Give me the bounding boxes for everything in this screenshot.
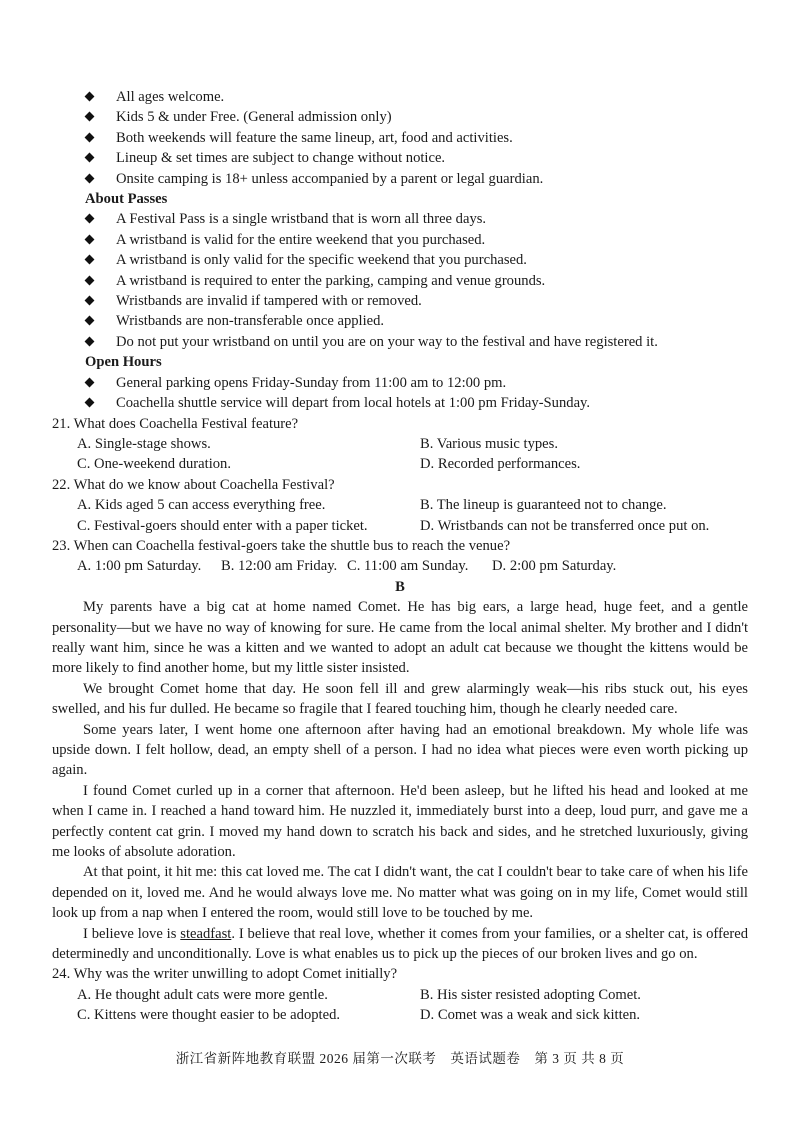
question-24 [52, 964, 748, 1025]
option-a: A. Kids aged 5 can access everything free. [77, 497, 326, 514]
diamond-bullet-icon [85, 112, 95, 122]
diamond-bullet-icon [85, 255, 95, 265]
underlined-word: steadfast [180, 925, 232, 942]
part-b-heading: B [395, 578, 405, 595]
passage-b [52, 597, 748, 964]
diamond-bullet-icon [85, 377, 95, 387]
page-content [52, 87, 748, 1026]
option-d: D. Recorded performances. [420, 456, 581, 473]
option-b: B. Various music types. [420, 435, 558, 452]
diamond-bullet-icon [85, 92, 95, 102]
passage-paragraph: I believe love is steadfast. I believe that real love, whether it comes from your families, or a shelter cat, is offered determinedly and unconditionally. Love is what enables us to pick up the pieces of our broken lives and go on. [52, 925, 749, 963]
passage-paragraph: We brought Comet home that day. He soon fell ill and grew alarmingly weak—his ribs stuck out, his eyes swelled, and his fur dulled. He became so fragile that I feared touching him, though he clearly needed care. [52, 680, 748, 718]
question-stem: 23. When can Coachella festival-goers take the shuttle bus to reach the venue? [52, 537, 511, 554]
diamond-bullet-icon [85, 234, 95, 244]
passage-paragraph: My parents have a big cat at home named Comet. He has big ears, a large head, huge feet, and a gentle personality—but we have no way of knowing for sure. He came from the local animal shelter. My brother and I didn't really want him, since he was a kitten and we wanted to adopt an adult cat because we thought the kittens would be more likely to find another home, but my little sister insisted. [52, 599, 748, 677]
list-item: Do not put your wristband on until you are on your way to the festival and have registered it. [85, 332, 748, 352]
list-item: A Festival Pass is a single wristband that is worn all three days. [85, 209, 748, 229]
option-c: C. One-weekend duration. [77, 456, 231, 473]
option-a: A. He thought adult cats were more gentle. [77, 986, 328, 1003]
option-b: B. His sister resisted adopting Comet. [420, 986, 641, 1003]
list-item: Lineup & set times are subject to change without notice. [85, 148, 748, 168]
option-c: C. Festival-goers should enter with a paper ticket. [77, 517, 368, 534]
diamond-bullet-icon [85, 214, 95, 224]
option-b: B. 12:00 am Friday. [221, 558, 338, 575]
passage-paragraph: At that point, it hit me: this cat loved me. The cat I didn't want, the cat I couldn't bear to take care of when his life depended on it, loved me. And he would always love me. No matter what was going on in my life, Comet would still look up from a nap when I entered the room, would still love to be touched by me. [52, 864, 748, 922]
diamond-bullet-icon [85, 316, 95, 326]
option-d: D. Comet was a weak and sick kitten. [420, 1007, 641, 1024]
answer-options [52, 495, 748, 536]
option-c: C. Kittens were thought easier to be adopted. [77, 1007, 341, 1024]
list-item: A wristband is valid for the entire weekend that you purchased. [85, 230, 748, 250]
option-b: B. The lineup is guaranteed not to change. [420, 497, 667, 514]
diamond-bullet-icon [85, 132, 95, 142]
diamond-bullet-icon [85, 398, 95, 408]
list-item: Wristbands are invalid if tampered with or removed. [85, 291, 748, 311]
passage-paragraph: I found Comet curled up in a corner that afternoon. He'd been asleep, but he lifted his head and looked at me when I came in. I reached a hand toward him. He nuzzled it, immediately burst into a deep, loud purr, and gave me a perfectly content cat grin. I moved my hand down to scratch his back and sides, and he stretched luxuriously, giving me looks of absolute adoration. [52, 782, 748, 861]
answer-options [52, 556, 748, 576]
question-21 [52, 414, 748, 475]
list-item: All ages welcome. [85, 87, 748, 107]
option-a: A. Single-stage shows. [77, 435, 211, 452]
question-22 [52, 475, 748, 536]
diamond-bullet-icon [85, 173, 95, 183]
question-stem: 24. Why was the writer unwilling to adopt Comet initially? [52, 966, 398, 983]
page-footer: 浙江省新阵地教育联盟 2026 届第一次联考 英语试题卷 第 3 页 共 8 页 [175, 1051, 625, 1066]
diamond-bullet-icon [85, 153, 95, 163]
option-a: A. 1:00 pm Saturday. [77, 558, 202, 575]
answer-options [52, 985, 748, 1026]
list-item: General parking opens Friday-Sunday from 11:00 am to 12:00 pm. [85, 373, 748, 393]
about-passes-list [85, 209, 748, 352]
list-item: Both weekends will feature the same lineup, art, food and activities. [85, 128, 748, 148]
open-hours-heading: Open Hours [85, 354, 162, 371]
list-item: A wristband is required to enter the parking, camping and venue grounds. [85, 271, 748, 291]
about-passes-heading: About Passes [85, 191, 168, 208]
list-item: Wristbands are non-transferable once applied. [85, 311, 748, 331]
option-d: D. 2:00 pm Saturday. [492, 558, 617, 575]
option-d: D. Wristbands can not be transferred once put on. [420, 517, 710, 534]
answer-options [52, 434, 748, 475]
option-c: C. 11:00 am Sunday. [347, 558, 469, 575]
question-stem: 21. What does Coachella Festival feature? [52, 415, 299, 432]
list-item: Coachella shuttle service will depart from local hotels at 1:00 pm Friday-Sunday. [85, 393, 748, 413]
diamond-bullet-icon [85, 336, 95, 346]
diamond-bullet-icon [85, 275, 95, 285]
list-item: Kids 5 & under Free. (General admission only) [85, 107, 748, 127]
general-info-list [85, 87, 748, 189]
passage-paragraph: Some years later, I went home one afternoon after having had an emotional breakdown. My whole life was upside down. I felt hollow, dead, an empty shell of a person. I had no idea what pieces were even worth picking up again. [52, 721, 748, 779]
list-item: Onsite camping is 18+ unless accompanied by a parent or legal guardian. [85, 169, 748, 189]
question-23 [52, 536, 748, 577]
diamond-bullet-icon [85, 296, 95, 306]
list-item: A wristband is only valid for the specific weekend that you purchased. [85, 250, 748, 270]
question-stem: 22. What do we know about Coachella Festival? [52, 476, 335, 493]
open-hours-list [85, 373, 748, 414]
